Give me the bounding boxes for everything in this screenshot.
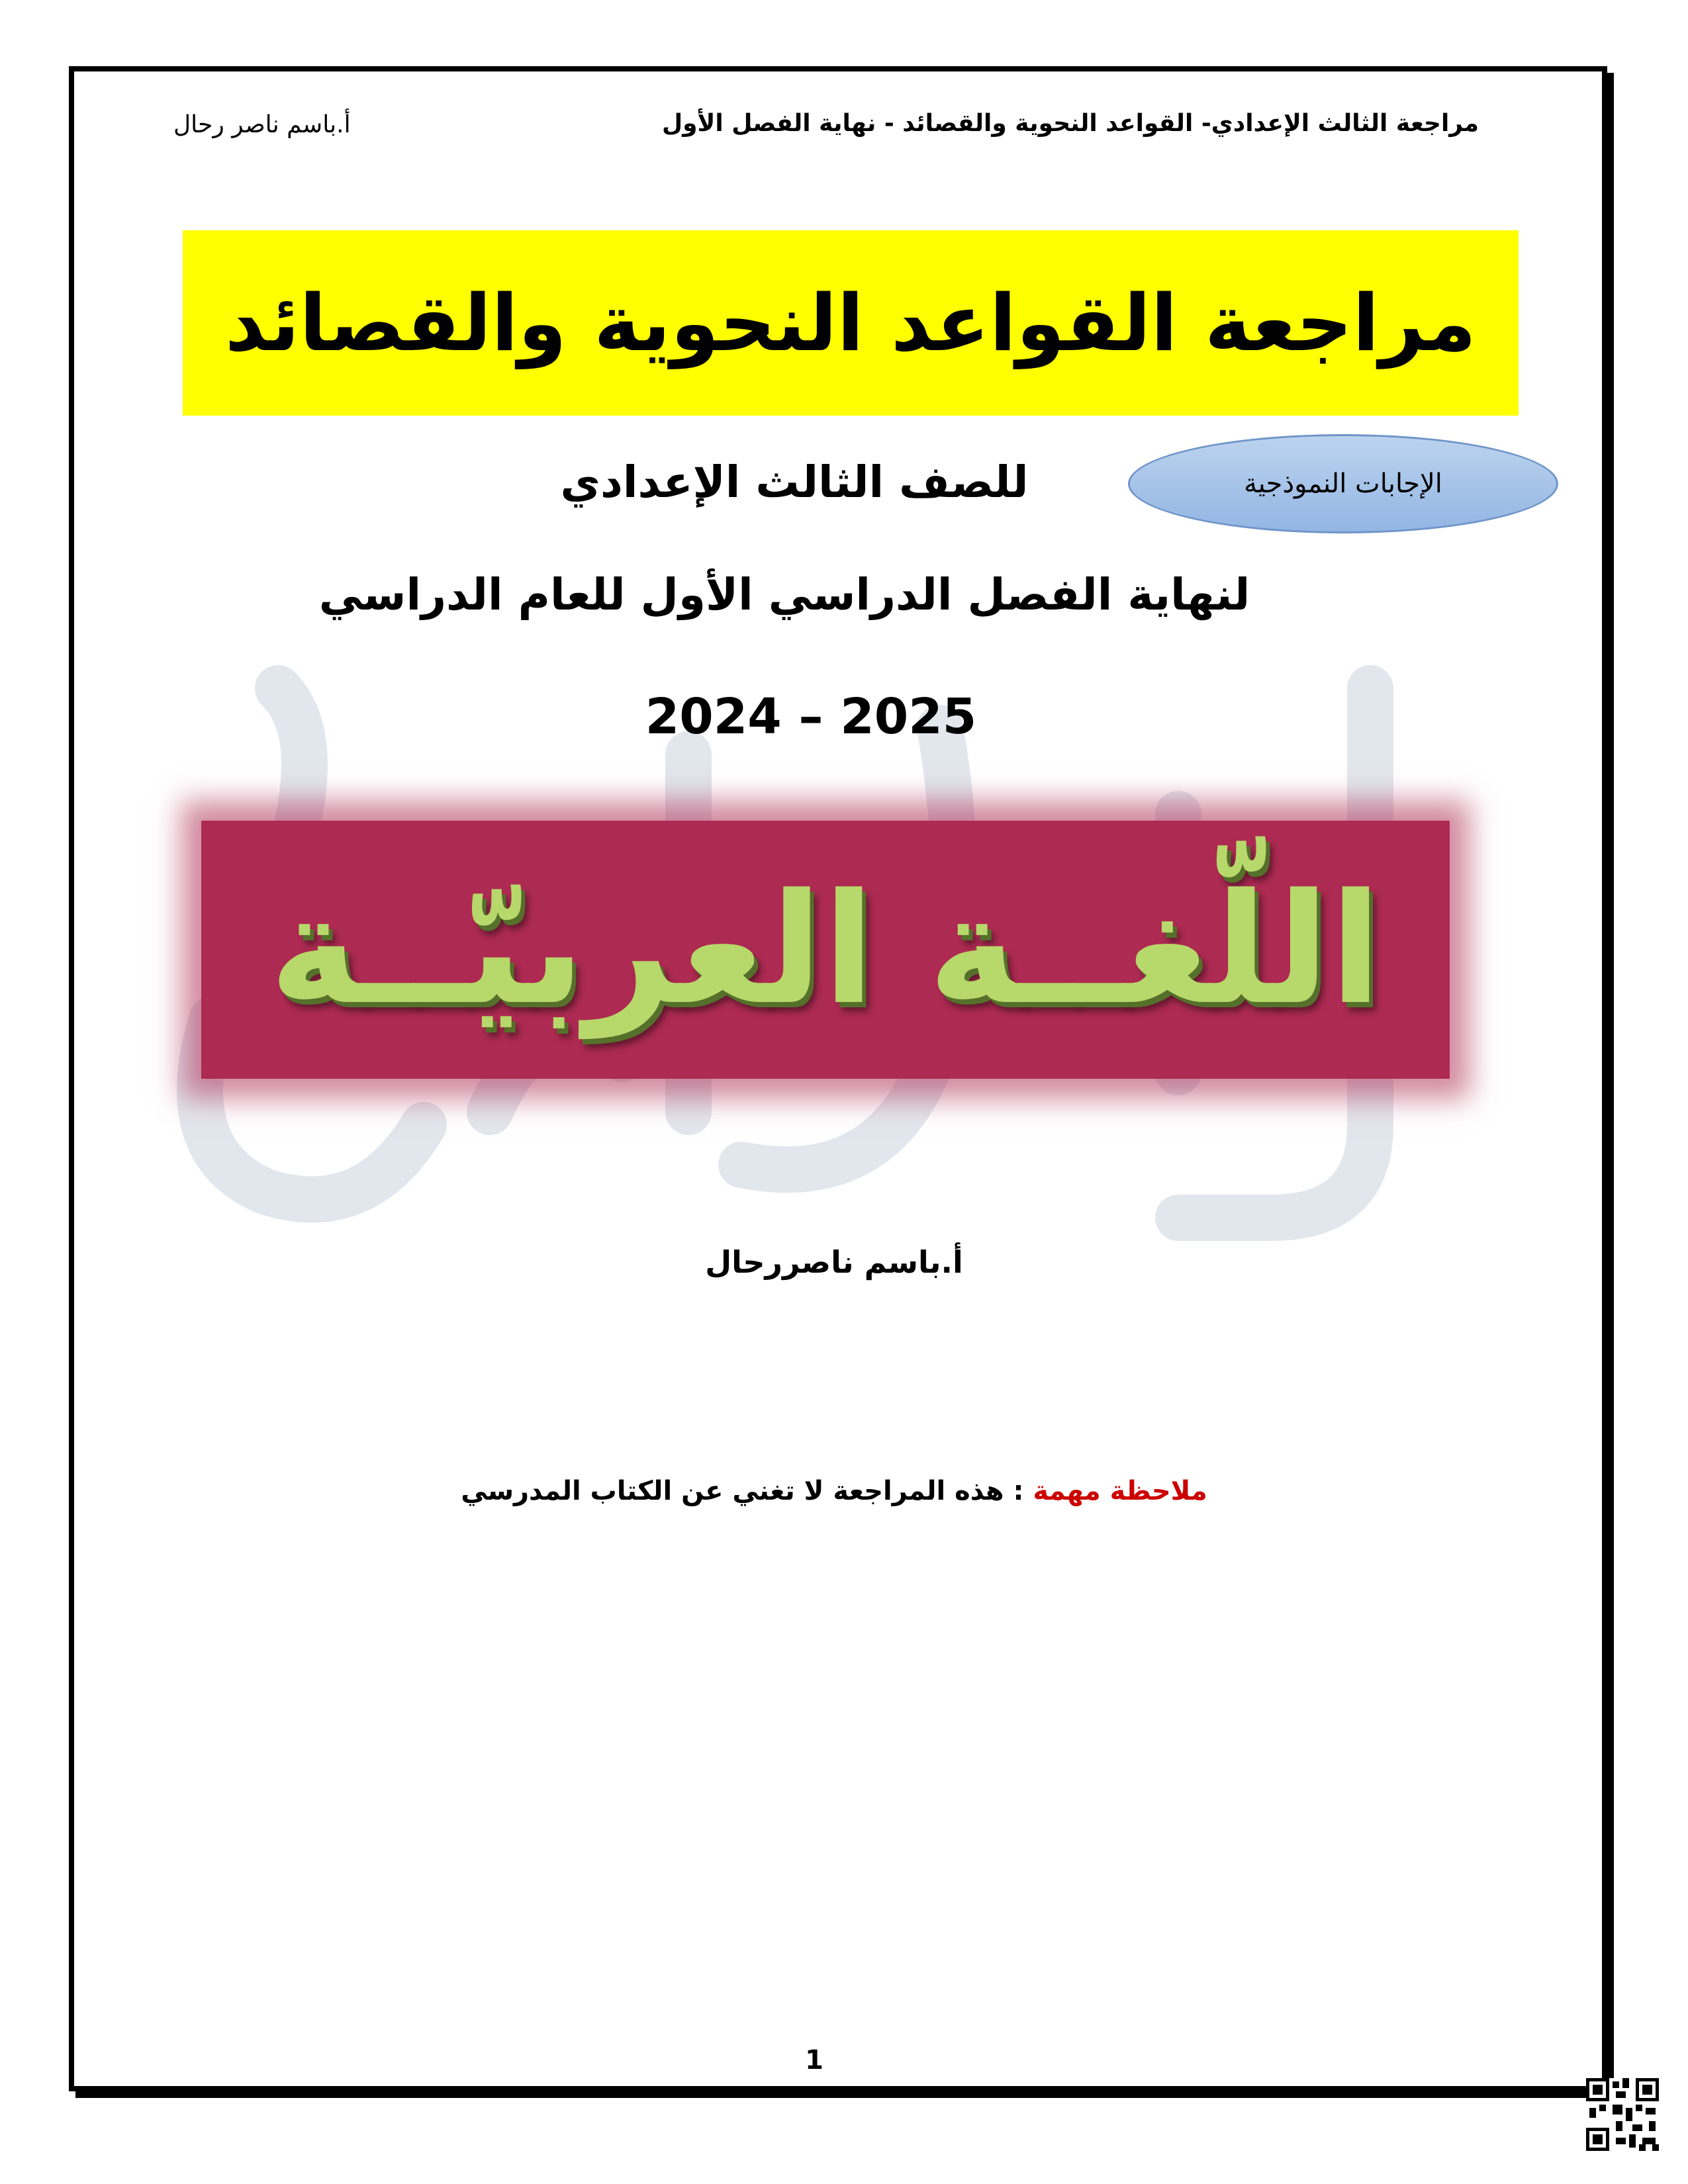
grade-subtitle: للصف الثالث الإعدادي: [560, 457, 1029, 508]
answers-badge: [1128, 434, 1558, 533]
academic-year: 2024 – 2025: [645, 688, 977, 745]
header-document-title: مراجعة الثالث الإعدادي- القواعد النحوية والقصائد - نهاية الفصل الأول: [661, 110, 1479, 137]
header-author: أ.باسم ناصر رحال: [173, 111, 351, 138]
qr-code-icon: [1586, 2078, 1659, 2151]
arabic-language-banner: [201, 821, 1450, 1079]
answers-badge-label: الإجابات النموذجية: [1244, 469, 1442, 499]
note-label: ملاحظة مهمة: [1033, 1476, 1207, 1506]
page-number: 1: [805, 2045, 823, 2075]
author-name: أ.باسم ناصررحال: [705, 1244, 963, 1280]
note-separator: :: [1004, 1476, 1033, 1506]
semester-subtitle: لنهاية الفصل الدراسي الأول للعام الدراسي: [318, 569, 1250, 620]
important-note: [371, 1476, 1297, 1506]
title-banner: [183, 230, 1519, 416]
arabic-language-banner-text: اللّغــة العربيّــة: [269, 861, 1382, 1038]
note-text: هذه المراجعة لا تغني عن الكتاب المدرسي: [461, 1476, 1004, 1506]
main-title: مراجعة القواعد النحوية والقصائد: [224, 277, 1477, 369]
